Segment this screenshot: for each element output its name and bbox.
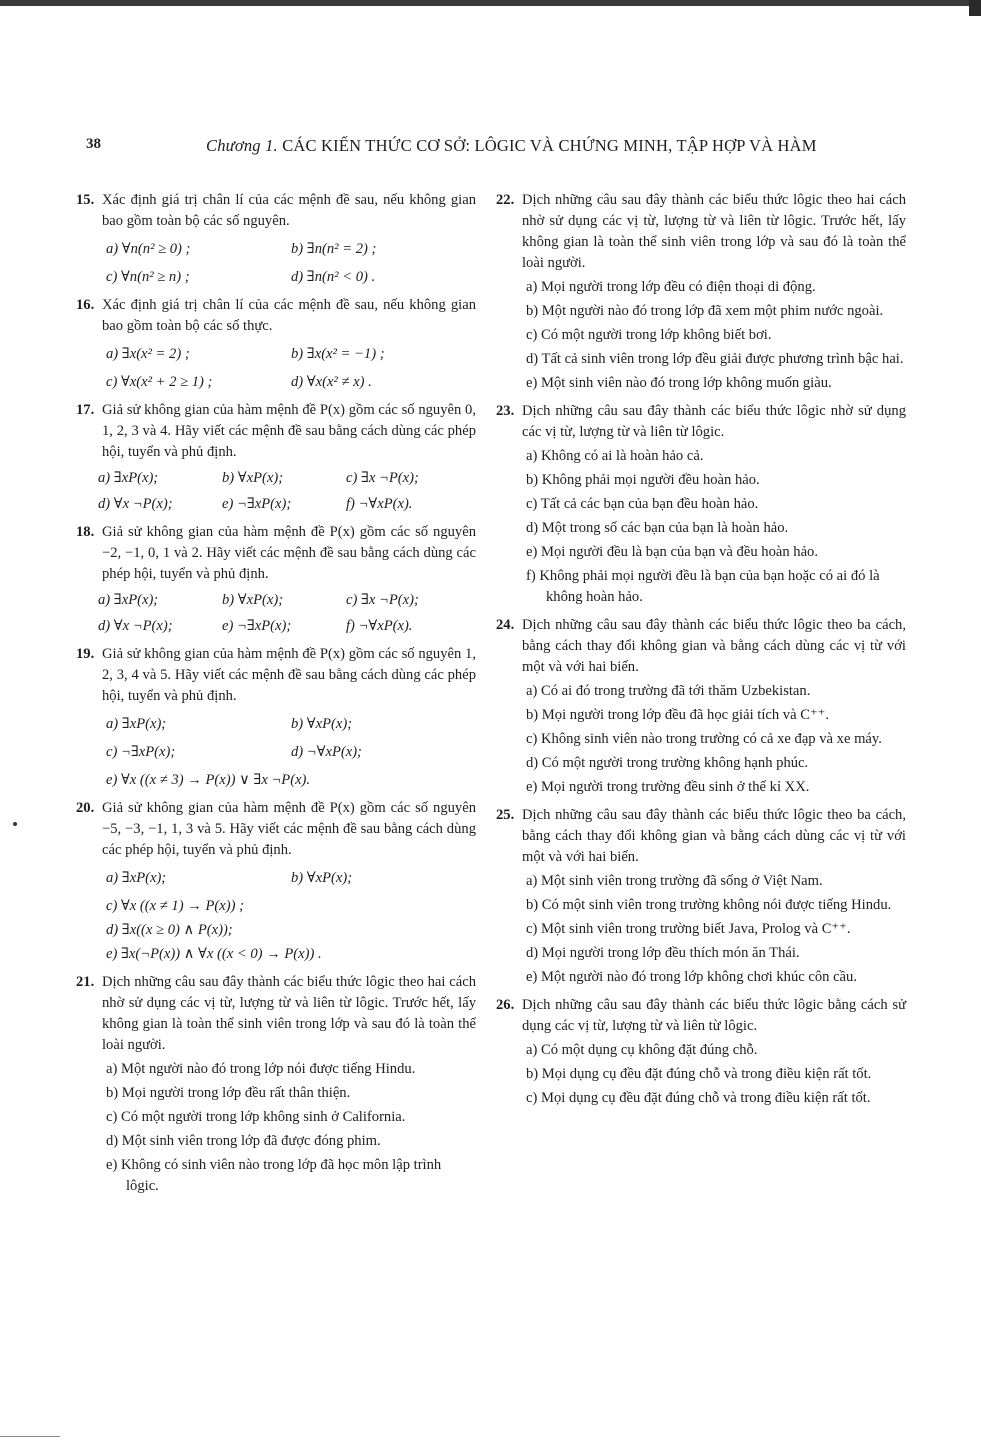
item-a: a) Có một dụng cụ không đặt đúng chỗ. <box>526 1042 758 1058</box>
problem-stem <box>496 805 906 868</box>
problem-26 <box>496 995 906 1109</box>
problem-number: 26. <box>496 997 515 1013</box>
problem-stem <box>76 972 476 1056</box>
item-a: a) Một người nào đó trong lớp nói được tiếng Hindu. <box>106 1061 416 1077</box>
item-b: b) Mọi người trong lớp đều rất thân thiện. <box>106 1085 351 1101</box>
problem-number: 17. <box>76 402 95 418</box>
scan-corner-mark <box>969 0 981 16</box>
answer-row <box>76 868 476 889</box>
problem-stem <box>496 995 906 1037</box>
item-a: a) ∃xP(x); <box>98 592 159 608</box>
problem-stem <box>76 295 476 337</box>
answer-row <box>76 494 476 515</box>
page-number: 38 <box>86 136 101 152</box>
item-c: c) ∀n(n² ≥ n) ; <box>106 269 190 285</box>
item-b: b) ∀xP(x); <box>291 870 353 886</box>
problem-stem <box>76 400 476 463</box>
problem-text: Xác định giá trị chân lí của các mệnh đề sau, nếu không gian bao gồm toàn bộ các số thực. <box>102 297 476 334</box>
problem-number: 25. <box>496 807 515 823</box>
answer-row <box>76 372 476 393</box>
item-a: a) ∃xP(x); <box>106 716 167 732</box>
item-e: e) Mọi người đều là bạn của bạn và đều hoàn hảo. <box>526 544 819 560</box>
answer-row <box>76 616 476 637</box>
margin-dot <box>13 822 17 826</box>
item-d: d) ∃n(n² < 0) . <box>291 269 376 285</box>
page-header <box>86 136 916 160</box>
problem-text: Dịch những câu sau đây thành các biểu thức lôgic theo ba cách, bằng cách thay đổi không gian và bằng cách dùng các vị từ với một và với hai biến. <box>522 617 906 675</box>
item-e: e) ∃x(¬P(x)) ∧ ∀x ((x < 0) → P(x)) . <box>106 946 322 962</box>
scan-bottom-edge <box>0 1436 60 1437</box>
item-a: a) ∀n(n² ≥ 0) ; <box>106 241 191 257</box>
item-d: d) ∃x((x ≥ 0) ∧ P(x)); <box>106 922 233 938</box>
scan-top-edge <box>0 0 981 6</box>
item-e: e) ¬∃xP(x); <box>222 618 292 634</box>
problem-number: 21. <box>76 974 95 990</box>
problem-text: Dịch những câu sau đây thành các biểu thức lôgic bằng cách sử dụng các vị từ, lượng từ và liên từ lôgic. <box>522 997 906 1034</box>
item-a: a) Mọi người trong lớp đều có điện thoại di động. <box>526 279 816 295</box>
answer-row <box>76 742 476 763</box>
item-c: c) ∃x ¬P(x); <box>346 592 419 608</box>
problem-21 <box>76 972 476 1197</box>
item-d: d) Có một người trong trường không hạnh phúc. <box>526 755 809 771</box>
answer-row <box>76 267 476 288</box>
item-e: e) Một người nào đó trong lớp không chơi khúc côn cầu. <box>526 969 857 985</box>
item-e: e) ∀x ((x ≠ 3) → P(x)) ∨ ∃x ¬P(x). <box>106 772 311 788</box>
item-a: a) Có ai đó trong trường đã tới thăm Uzbekistan. <box>526 683 811 699</box>
problem-stem <box>496 401 906 443</box>
answer-row <box>76 590 476 611</box>
right-column <box>496 190 906 1116</box>
item-d: d) Một sinh viên trong lớp đã được đóng phim. <box>106 1133 381 1149</box>
problem-stem <box>496 615 906 678</box>
item-d: d) ∀x ¬P(x); <box>98 496 173 512</box>
item-b: b) ∀xP(x); <box>222 470 284 486</box>
problem-22 <box>496 190 906 394</box>
problem-stem <box>76 522 476 585</box>
left-column <box>76 190 476 1204</box>
item-d: d) ¬∀xP(x); <box>291 744 362 760</box>
item-a: a) Một sinh viên trong trường đã sống ở Việt Nam. <box>526 873 823 889</box>
answer-row <box>76 468 476 489</box>
running-head <box>206 136 817 156</box>
answer-row <box>76 344 476 365</box>
chapter-title: CÁC KIẾN THỨC CƠ SỞ: LÔGIC VÀ CHỨNG MINH, TẬP HỢP VÀ HÀM <box>282 136 817 155</box>
item-d: d) Tất cả sinh viên trong lớp đều giải được phương trình bậc hai. <box>526 351 904 367</box>
problem-number: 22. <box>496 192 515 208</box>
item-a: a) ∃x(x² = 2) ; <box>106 346 190 362</box>
answer-row <box>76 714 476 735</box>
problem-text: Dịch những câu sau đây thành các biểu thức lôgic theo ba cách, bằng cách thay đổi không gian và bằng cách dùng các vị từ với một và với hai biến. <box>522 807 906 865</box>
problem-number: 15. <box>76 192 95 208</box>
problem-number: 20. <box>76 800 95 816</box>
item-c: c) Một sinh viên trong trường biết Java, Prolog và C⁺⁺. <box>526 921 851 937</box>
item-b: b) Một người nào đó trong lớp đã xem một phim nước ngoài. <box>526 303 884 319</box>
item-f: f) ¬∀xP(x). <box>346 618 413 634</box>
problem-text: Giả sử không gian của hàm mệnh đề P(x) gồm các số nguyên −5, −3, −1, 1, 3 và 5. Hãy viết các mệnh đề sau bằng cách dùng các phép hội, tuyển và phủ định. <box>102 800 476 858</box>
item-b: b) ∃x(x² = −1) ; <box>291 346 385 362</box>
item-c: c) Có một người trong lớp không sinh ở California. <box>106 1109 406 1125</box>
problem-17 <box>76 400 476 515</box>
item-b: b) ∀xP(x); <box>291 716 353 732</box>
problem-20 <box>76 798 476 965</box>
problem-text: Giả sử không gian của hàm mệnh đề P(x) gồm các số nguyên 1, 2, 3, 4 và 5. Hãy viết các mệnh đề sau bằng cách dùng các phép hội, tuyển và phủ định. <box>102 646 476 704</box>
item-f: f) Không phải mọi người đều là bạn của bạn hoặc có ai đó là không hoàn hảo. <box>526 568 880 605</box>
item-d: d) ∀x ¬P(x); <box>98 618 173 634</box>
problem-stem <box>496 190 906 274</box>
item-c: c) Mọi dụng cụ đều đặt đúng chỗ và trong điều kiện rất tốt. <box>526 1090 871 1106</box>
item-b: b) ∀xP(x); <box>222 592 284 608</box>
problem-number: 19. <box>76 646 95 662</box>
item-e: e) Không có sinh viên nào trong lớp đã học môn lập trình lôgic. <box>106 1157 442 1194</box>
item-c: c) ∃x ¬P(x); <box>346 470 419 486</box>
problem-number: 24. <box>496 617 515 633</box>
item-a: a) ∃xP(x); <box>106 870 167 886</box>
item-c: c) ∀x ((x ≠ 1) → P(x)) ; <box>106 898 244 914</box>
problem-18 <box>76 522 476 637</box>
item-b: b) Mọi người trong lớp đều đã học giải tích và C⁺⁺. <box>526 707 830 723</box>
item-d: d) ∀x(x² ≠ x) . <box>291 374 372 390</box>
item-b: b) Có một sinh viên trong trường không nói được tiếng Hindu. <box>526 897 892 913</box>
problem-number: 23. <box>496 403 515 419</box>
problem-stem <box>76 644 476 707</box>
problem-stem <box>76 798 476 861</box>
problem-text: Giả sử không gian của hàm mệnh đề P(x) gồm các số nguyên 0, 1, 2, 3 và 4. Hãy viết các mệnh đề sau bằng cách dùng các phép hội, tuyển và phủ định. <box>102 402 476 460</box>
problem-number: 16. <box>76 297 95 313</box>
item-e: e) Một sinh viên nào đó trong lớp không muốn giàu. <box>526 375 832 391</box>
problem-text: Dịch những câu sau đây thành các biểu thức lôgic theo hai cách nhờ sử dụng các vị từ, lượng từ và liên từ lôgic. Trước hết, lấy không gian là toàn thể sinh viên trong lớp và sau đó là toàn thể loài người. <box>522 192 906 271</box>
item-a: a) ∃xP(x); <box>98 470 159 486</box>
item-e: e) Mọi người trong trường đều sinh ở thế kỉ XX. <box>526 779 810 795</box>
item-e: e) ¬∃xP(x); <box>222 496 292 512</box>
item-b: b) Mọi dụng cụ đều đặt đúng chỗ và trong điều kiện rất tốt. <box>526 1066 872 1082</box>
problem-text: Giả sử không gian của hàm mệnh đề P(x) gồm các số nguyên −2, −1, 0, 1 và 2. Hãy viết các mệnh đề sau bằng cách dùng các phép hội, tuyển và phủ định. <box>102 524 476 582</box>
problem-19 <box>76 644 476 791</box>
problem-text: Dịch những câu sau đây thành các biểu thức lôgic nhờ sử dụng các vị từ, lượng từ và liên từ lôgic. <box>522 403 906 440</box>
item-b: b) Không phải mọi người đều hoàn hảo. <box>526 472 760 488</box>
item-c: c) Có một người trong lớp không biết bơi. <box>526 327 772 343</box>
problem-15 <box>76 190 476 288</box>
item-d: d) Mọi người trong lớp đều thích món ăn Thái. <box>526 945 800 961</box>
item-a: a) Không có ai là hoàn hảo cả. <box>526 448 704 464</box>
problem-24 <box>496 615 906 798</box>
problem-23 <box>496 401 906 608</box>
item-c: c) ¬∃xP(x); <box>106 744 176 760</box>
problem-25 <box>496 805 906 988</box>
problem-text: Dịch những câu sau đây thành các biểu thức lôgic theo hai cách nhờ sử dụng các vị từ, lượng từ và liên từ lôgic. Trước hết, lấy không gian là toàn thể sinh viên trong lớp và sau đó là toàn thể loài người. <box>102 974 476 1053</box>
item-f: f) ¬∀xP(x). <box>346 496 413 512</box>
item-c: c) Không sinh viên nào trong trường có cả xe đạp và xe máy. <box>526 731 882 747</box>
item-d: d) Một trong số các bạn của bạn là hoàn hảo. <box>526 520 789 536</box>
item-c: c) Tất cả các bạn của bạn đều hoàn hảo. <box>526 496 759 512</box>
problem-16 <box>76 295 476 393</box>
answer-row <box>76 239 476 260</box>
item-c: c) ∀x(x² + 2 ≥ 1) ; <box>106 374 213 390</box>
problem-number: 18. <box>76 524 95 540</box>
chapter-label: Chương 1. <box>206 136 278 155</box>
item-b: b) ∃n(n² = 2) ; <box>291 241 377 257</box>
problem-stem <box>76 190 476 232</box>
problem-text: Xác định giá trị chân lí của các mệnh đề sau, nếu không gian bao gồm toàn bộ các số nguyên. <box>102 192 476 229</box>
